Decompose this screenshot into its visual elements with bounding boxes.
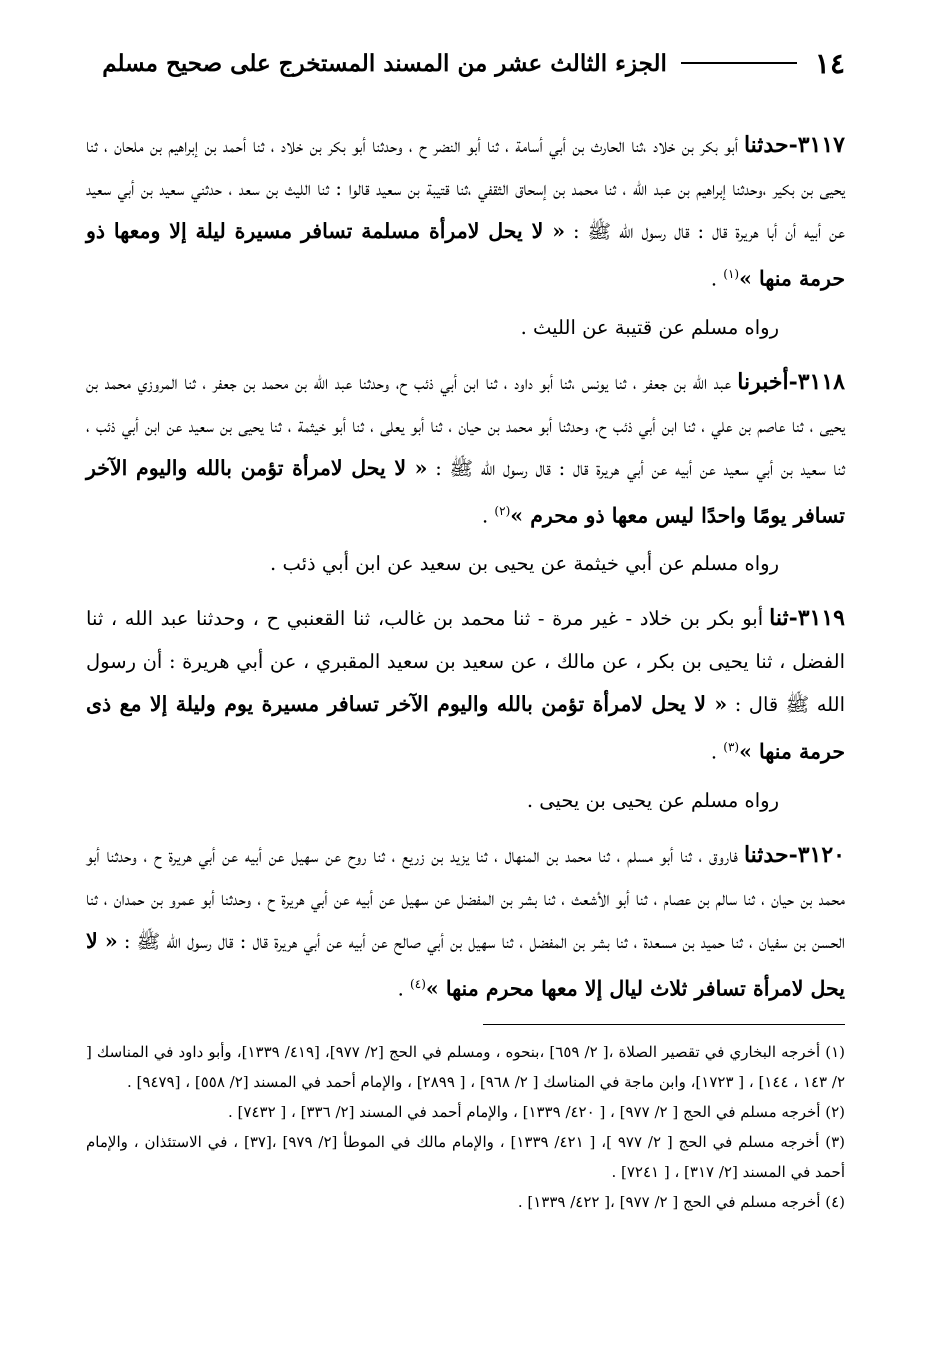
hadith-number: ٣١١٧- bbox=[788, 132, 845, 158]
hadith-matn: « لا يحل لامرأة تسافر ثلاث ليال إلا معها محرم منها » bbox=[86, 928, 845, 1000]
footnote: (٢) أخرجه مسلم في الحج [ ٢/ ٩٧٧] ، [ ٤٢٠/ ١٣٣٩] ، والإمام أحمد في المسند [٢/ ٣٣٦] ، [ ٧٤٣٢] . bbox=[228, 1103, 845, 1121]
hadith-matn: « لا يحل لامرأة تؤمن بالله واليوم الآخر تسافر مسيرة يوم وليلة إلا مع ذى حرمة منها » bbox=[86, 692, 845, 764]
footnote: (٣) أخرجه مسلم في الحج [ ٢/ ٩٧٧ ]، [ ٤٢١/ ١٣٣٩] ، والإمام مالك في الموطأ [٢/ ٩٧٩] ،[٣٧] ، في الاستئذان ، والإمام أحمد في المسند [٢/ ٣١٧] ، [ ٧٢٤١] . bbox=[86, 1133, 846, 1181]
transmission-keyword: حدثنا bbox=[743, 132, 789, 158]
footnote: (١) أخرجه البخاري في تقصير الصلاة ،[ ٢/ ٦٥٩] ،بنحوه ، ومسلم في الحج [٢/ ٩٧٧]، [٤١٩/ ١٣٣٩]، وأبو داود في المناسك [ ٢/ ١٤٣ ، ١٤٤] ، [ ١٧٢٣]، وابن ماجة في المناسك [ ٢/ ٩٦٨] ، [ ٢٨٩٩] ، والإمام أحمد في المسند [٢/ ٥٥٨] ، [٩٤٧٩] . bbox=[86, 1043, 845, 1091]
footnote-list bbox=[86, 1037, 845, 1217]
riwaya-line: رواه مسلم عن أبي خيثمة عن يحيى بن سعيد عن ابن أبي ذئب . bbox=[270, 552, 779, 575]
hadith-number: ٣١١٨- bbox=[788, 368, 845, 395]
isnad-chain: فاروق ، ثنا أبو مسلم ، ثنا محمد بن المنهال ، ثنا يزيد بن زريع ، ثنا روح عن سهيل عن أبيه عن أبي هريرة ح ، وحدثنا أبو محمد بن حيان ، ثنا سالم بن عصام ، ثنا أبو الأشعث ، ثنا بشر بن المفضل عن سهيل عن أبيه عن أبي هريرة ح ، وحدثنا أبو عمرو بن حمدان ، ثنا الحسن بن سفيان ، ثنا حميد بن مسعدة ، ثنا بشر بن المفضل ، ثنا سهيل بن أبي صالح عن أبيه عن أبي هريرة قال : قال رسول الله ﷺ : bbox=[86, 843, 845, 953]
footnote-ref: (٤) bbox=[410, 976, 426, 991]
footnote: (٤) أخرجه مسلم في الحج [ ٢/ ٩٧٧] ،[ ٤٢٢/ ١٣٣٩] . bbox=[517, 1193, 845, 1211]
hadith-block bbox=[86, 361, 845, 586]
footnotes-section bbox=[86, 1024, 845, 1217]
hadith-block bbox=[86, 834, 845, 1011]
page-header bbox=[86, 38, 845, 88]
riwaya-line: رواه مسلم عن يحيى بن يحيى . bbox=[526, 788, 779, 812]
transmission-keyword: حدثنا bbox=[743, 841, 789, 868]
hadith-text bbox=[86, 361, 845, 538]
riwaya-line: رواه مسلم عن قتيبة عن الليث . bbox=[520, 315, 779, 339]
transmission-keyword: أخبرنا bbox=[737, 368, 789, 395]
hadith-text bbox=[86, 597, 845, 774]
hadith-list bbox=[86, 124, 845, 1010]
footnote-ref: (٣) bbox=[723, 740, 740, 754]
isnad-chain: أبو بكر بن خلاد - غير مرة - ثنا محمد بن غالب، ثنا القعنبي ح ، وحدثنا عبد الله ، ثنا الفضل ، ثنا يحيى بن بكر ، عن مالك ، عن سعيد بن سعيد المقبري ، عن أبي هريرة : أن رسول الله ﷺ قال : bbox=[86, 607, 845, 716]
hadith-number: ٣١٢٠- bbox=[788, 841, 845, 868]
footnote-ref: (١) bbox=[723, 267, 740, 281]
sentence-end: . bbox=[710, 267, 724, 291]
sentence-end: . bbox=[482, 504, 495, 527]
footnote-ref: (٢) bbox=[494, 503, 511, 518]
hadith-matn: « لا يحل لامرأة مسلمة تسافر مسيرة ليلة إلا ومعها ذو حرمة منها » bbox=[86, 219, 845, 291]
running-title: الجزء الثالث عشر من المسند المستخرج على صحيح مسلم bbox=[102, 49, 667, 77]
hadith-block bbox=[86, 124, 845, 349]
hadith-number: ٣١١٩- bbox=[788, 605, 845, 631]
hadith-block bbox=[86, 597, 845, 822]
isnad-chain: أبو بكر بن خلاد ،ثنا الحارث بن أبي أسامة ، ثنا أبو النضر ح ، وحدثنا أبو بكر بن خلاد ، ثنا أحمد بن إبراهيم بن ملحان ، ثنا يحيى بن بكير ،وحدثنا إبراهيم بن عبد الله ، ثنا محمد بن إسحاق الثقفي ،ثنا قتيبة بن سعيد قالوا : ثنا الليث بن سعد ، حدثني سعيد بن أبي سعيد عن أبيه أن أبا هريرة قال : قال رسول الله ﷺ : bbox=[86, 134, 845, 243]
sentence-end: . bbox=[710, 740, 724, 764]
hadith-text bbox=[86, 834, 845, 1011]
isnad-chain: عبد الله بن جعفر ، ثنا يونس ،ثنا أبو داود ، ثنا ابن أبي ذئب ح، وحدثنا عبد الله بن محمد بن جعفر ، ثنا المروزي محمد بن يحيى ، ثنا عاصم بن علي ، ثنا ابن أبي ذئب ح، وحدثنا أبو محمد بن حيان ، ثنا أبو يعلى ، ثنا أبو خيثمة ، ثنا يحيى بن سعيد عن ابن أبي ذئب ، ثنا سعيد بن أبي سعيد عن أبيه عن أبي هريرة قال : قال رسول الله ﷺ : bbox=[86, 370, 845, 480]
footnote-separator bbox=[483, 1024, 845, 1025]
hadith-text bbox=[86, 124, 845, 301]
page-number: ١٤ bbox=[814, 46, 845, 80]
transmission-keyword: ثنا bbox=[769, 605, 789, 631]
hadith-matn: « لا يحل لامرأة تؤمن بالله واليوم الآخر تسافر يومًا واحدًا ليس معها ذو محرم » bbox=[86, 455, 845, 527]
sentence-end: . bbox=[397, 977, 411, 1000]
header-rule bbox=[681, 62, 797, 64]
